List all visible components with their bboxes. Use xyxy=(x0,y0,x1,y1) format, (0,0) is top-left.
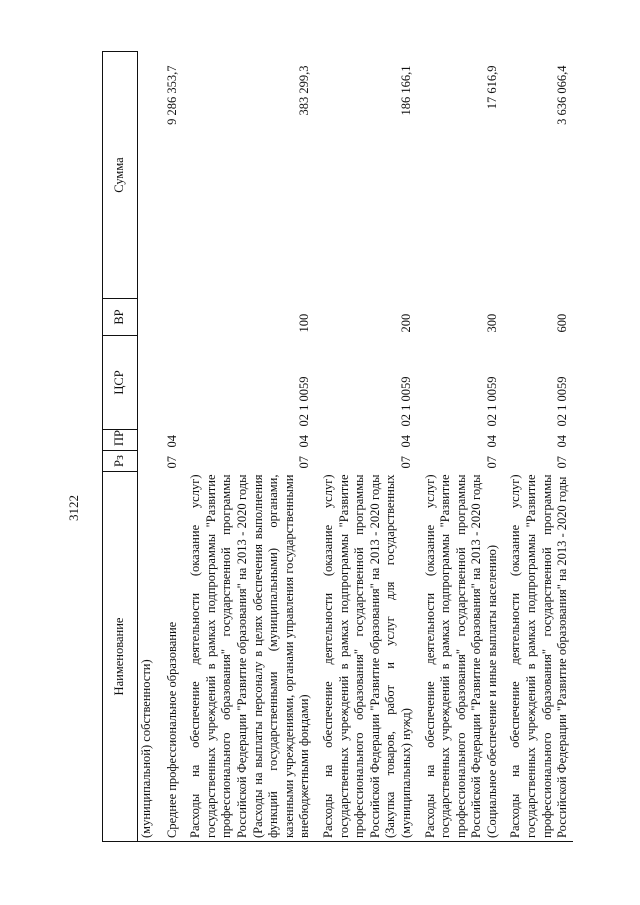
table-row xyxy=(138,52,159,842)
header-pr: ПР xyxy=(103,430,138,451)
header-sum: Сумма xyxy=(103,52,138,299)
row-rz: 07 xyxy=(297,456,312,469)
row-sum: 383 299,3 xyxy=(297,65,312,116)
row-rz: 07 xyxy=(484,456,499,469)
row-csr: 02 1 0059 xyxy=(398,376,413,427)
row-csr: 02 1 0059 xyxy=(484,376,499,427)
row-sum: 3 636 066,4 xyxy=(555,65,570,125)
row-csr: 02 1 0059 xyxy=(297,376,312,427)
row-csr: 02 1 0059 xyxy=(555,376,570,427)
header-name: Наименование xyxy=(103,472,138,842)
header-row xyxy=(103,52,138,842)
row-sum: 17 616,9 xyxy=(484,65,499,110)
row-rz: 07 xyxy=(398,456,413,469)
row-vr xyxy=(138,299,159,336)
table-row xyxy=(502,52,572,842)
row-vr xyxy=(159,299,183,336)
row-name: (муниципальной) собственности) xyxy=(138,472,159,842)
row-name: Расходы на обеспечение деятельности (оказание услуг) государственных учреждений в рамках подпрограммы "Развитие профессионального образования" государственной программы Российской Федерации "Развитие образования" на 2013 - 2020 годы (Социальное обеспечение и иные выплаты населению) xyxy=(417,472,503,842)
row-vr: 200 xyxy=(398,313,413,333)
row-pr: 04 xyxy=(164,435,179,448)
row-pr: 04 xyxy=(484,435,499,448)
row-name: Расходы на обеспечение деятельности (оказание услуг) государственных учреждений в рамках подпрограммы "Развитие профессионального образования" государственной программы Российской Федерации "Развитие образования" на 2013 - 2020 годы xyxy=(502,472,572,842)
row-csr xyxy=(159,336,183,430)
row-name: Расходы на обеспечение деятельности (оказание услуг) государственных учреждений в рамках подпрограммы "Развитие профессионального образования" государственной программы Российской Федерации "Развитие образования" на 2013 - 2020 годы (Расходы на выплаты персоналу в целях обеспечения выполнения функций государственными (муниципальными) органами, казенными учреждениями, органами управления государственными внебюджетными фондами) xyxy=(182,472,315,842)
table-row xyxy=(182,52,315,842)
row-vr: 600 xyxy=(555,313,570,333)
row-sum: 186 166,1 xyxy=(398,65,413,116)
row-rz xyxy=(138,451,159,472)
row-sum xyxy=(138,52,159,299)
rotated-page xyxy=(48,58,583,848)
table-row xyxy=(417,52,503,842)
row-vr: 100 xyxy=(297,313,312,333)
row-name: Расходы на обеспечение деятельности (оказание услуг) государственных учреждений в рамках подпрограммы "Развитие профессионального образования" государственной программы Российской Федерации "Развитие образования" на 2013 - 2020 годы (Закупка товаров, работ и услуг для государственных (муниципальных) нужд) xyxy=(315,472,417,842)
row-name: Среднее профессиональное образование xyxy=(159,472,183,842)
row-pr: 04 xyxy=(555,435,570,448)
row-vr: 300 xyxy=(484,313,499,333)
row-sum: 9 286 353,7 xyxy=(164,65,179,125)
budget-table xyxy=(102,51,573,842)
header-vr: ВР xyxy=(103,299,138,336)
row-csr xyxy=(138,336,159,430)
table-row xyxy=(315,52,417,842)
table-row xyxy=(159,52,183,842)
header-csr: ЦСР xyxy=(103,336,138,430)
page-number: 3122 xyxy=(66,495,81,521)
row-rz: 07 xyxy=(555,456,570,469)
row-pr xyxy=(138,430,159,451)
header-rz: Рз xyxy=(103,451,138,472)
row-pr: 04 xyxy=(297,435,312,448)
row-rz: 07 xyxy=(164,456,179,469)
row-pr: 04 xyxy=(398,435,413,448)
